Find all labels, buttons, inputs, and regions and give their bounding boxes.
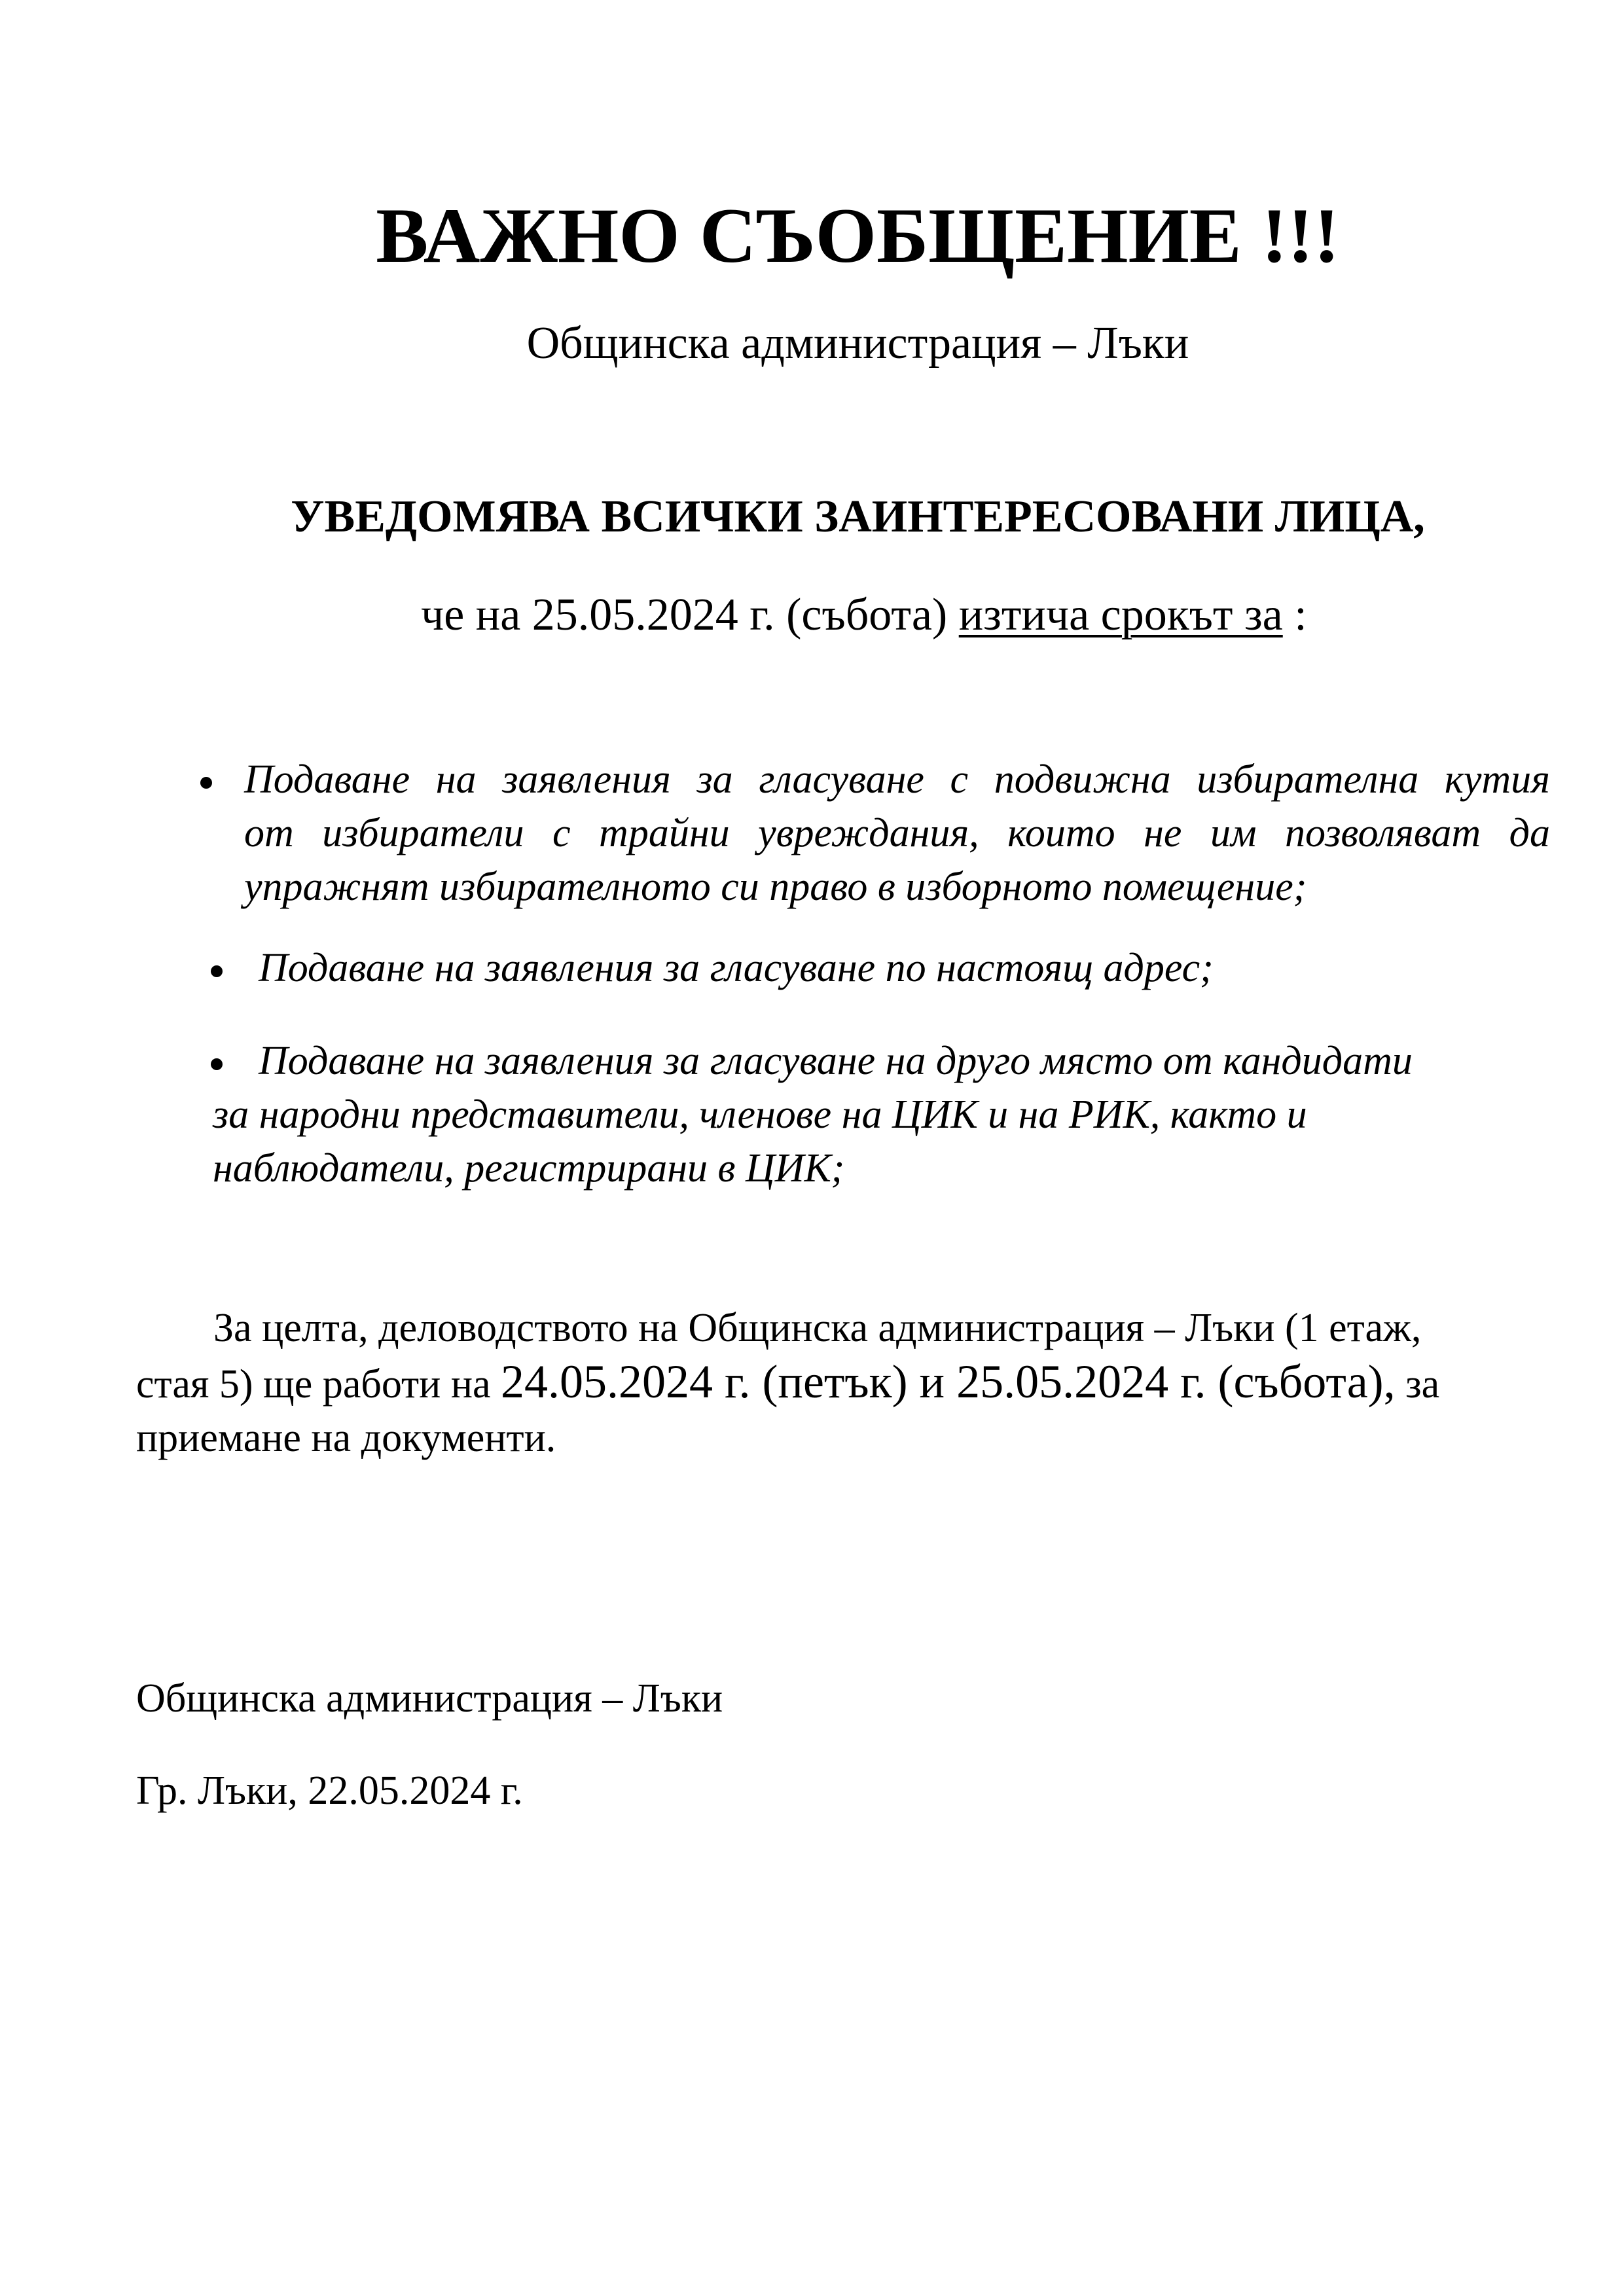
issuer-subtitle: Общинска администрация – Лъки — [526, 318, 1189, 368]
deadline-underlined: изтича срокът за — [958, 590, 1283, 640]
list-item-line: Подаване на заявления за гласуване с подвижна избирателна кутия — [244, 757, 1550, 802]
list-item-line: от избиратели с трайни увреждания, които не им позволяват да — [244, 811, 1550, 855]
list-item-3 — [213, 1034, 1413, 1195]
deadline-line — [421, 586, 1307, 645]
notice-heading: УВЕДОМЯВА ВСИЧКИ ЗАИНТЕРЕСОВАНИ ЛИЦА, — [291, 492, 1425, 542]
paragraph-line-1: За целта, деловодството на Общинска администрация – Лъки (1 етаж, — [213, 1306, 1422, 1350]
deadline-prefix: че на 25.05.2024 г. (събота) — [421, 590, 959, 640]
list-item-line: Подаване на заявления за гласуване по настоящ адрес; — [259, 946, 1214, 990]
page-title: ВАЖНО СЪОБЩЕНИЕ !!! — [376, 192, 1340, 279]
working-hours-paragraph — [136, 1301, 1439, 1465]
list-item-1 — [244, 753, 1550, 914]
paragraph-line-2-end: за — [1395, 1362, 1440, 1407]
deadline-suffix: : — [1282, 590, 1307, 640]
list-item-2 — [259, 941, 1214, 995]
paragraph-line-2 — [136, 1355, 1439, 1411]
paragraph-line-2-start: стая 5) ще работи на — [136, 1362, 501, 1407]
paragraph-line-3: приемане на документи. — [136, 1416, 556, 1460]
list-item-line: наблюдатели, регистрирани в ЦИК; — [213, 1146, 845, 1191]
signature-place-date: Гр. Лъки, 22.05.2024 г. — [136, 1768, 523, 1813]
list-item-line: за народни представители, членове на ЦИК и на РИК, както и — [213, 1092, 1307, 1137]
signature-org: Общинска администрация – Лъки — [136, 1676, 723, 1721]
working-dates: 24.05.2024 г. (петък) и 25.05.2024 г. (събота), — [501, 1355, 1396, 1408]
bullet-icon — [211, 965, 223, 977]
list-item-line: упражнят избирателното си право в изборното помещение; — [244, 865, 1307, 909]
bullet-icon — [200, 777, 212, 789]
list-item-line: Подаване на заявления за гласуване на друго място от кандидати — [259, 1039, 1413, 1083]
